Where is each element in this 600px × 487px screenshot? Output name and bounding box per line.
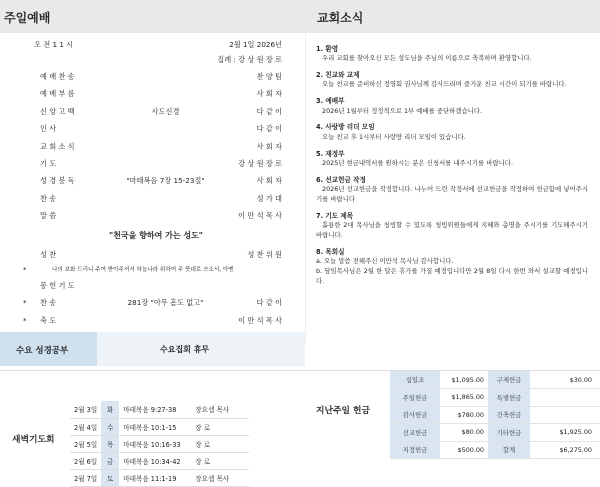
row-name: 찬 송 (40, 298, 57, 308)
service-row (20, 85, 292, 102)
offering-amount: $1,095.00 (440, 371, 488, 389)
news-item-body: 오늘 친교를 준비하신 정영회 권사님께 감사드리며 즐거운 친교 시간이 되기를 바랍니다. (322, 80, 567, 89)
news-item-title: 1. 환영 (316, 45, 339, 53)
row-name: 찬 송 (40, 193, 57, 203)
offering-amount: $500.00 (440, 441, 488, 459)
row-name: 성 찬 (40, 249, 57, 259)
service-time: 오 전 1 1 시 (34, 40, 74, 49)
news-item (316, 70, 588, 90)
news-item (316, 96, 588, 116)
news-item-body: 2026년 1월부터 정정적으로 1부 예배를 중단하겠습니다. (322, 106, 483, 115)
news-item-body: 오늘 친교 후 1시부터 사랑방 리더 모임이 있습니다. (322, 132, 466, 141)
row-detail: 사도신경 (151, 106, 180, 116)
dawn-date: 2월 5일 (70, 435, 101, 452)
dawn-passage: 마태복음 10:1-15 (119, 418, 191, 435)
offering-amount: $1,925.00 (530, 424, 600, 442)
offering-category: 건축헌금 (488, 406, 530, 424)
bible-study-status: 수요집회 휴무 (160, 345, 210, 354)
service-row (20, 68, 292, 85)
row-person: 다 같 이 (256, 106, 282, 116)
news-item-title: 7. 기도 제목 (316, 211, 354, 220)
row-person: 다 같 이 (256, 124, 282, 134)
dawn-row (70, 435, 249, 452)
dawn-leader: 장 로 (191, 418, 249, 435)
dawn-leader: 장 로 (191, 452, 249, 469)
dawn-leader: 장 로 (191, 435, 249, 452)
news-item-line: b. 담임목사님은 2월 한 달은 휴가를 가질 예정입니다만 2월 8일 다시 한번 와서 설교할 예정입니다. (316, 266, 588, 285)
service-row (20, 207, 292, 224)
offering-amount (530, 389, 600, 407)
row-name: 예 배 찬 송 (40, 72, 75, 81)
dawn-row (70, 469, 249, 486)
news-title: 교회소식 (317, 11, 364, 25)
dawn-day: 금 (101, 452, 119, 469)
row-person: 사 회 자 (256, 176, 282, 186)
row-detail: 281장 "아무 흠도 없고" (127, 298, 204, 308)
service-row (20, 312, 292, 329)
dawn-row (70, 452, 249, 469)
news-item (316, 211, 588, 241)
news-item (316, 122, 588, 142)
service-row (20, 277, 292, 294)
offering-hymn-note (20, 263, 292, 277)
news-item-title: 4. 사랑방 리더 모임 (316, 123, 375, 132)
offering-row (390, 406, 600, 424)
row-person: 사 회 자 (256, 89, 282, 99)
row-name: 말 씀 (40, 211, 57, 221)
service-row (20, 155, 292, 172)
news-item (316, 175, 588, 205)
row-bullet: * (23, 298, 27, 308)
news-item (316, 44, 588, 64)
dawn-row (70, 401, 249, 418)
news-item-title: 6. 선교헌금 작정 (316, 175, 366, 184)
row-person: 성 가 대 (256, 193, 282, 203)
dawn-leader: 장요셉 목사 (191, 401, 249, 418)
service-row (20, 190, 292, 207)
dawn-prayer-title: 새벽기도회 (12, 435, 55, 445)
service-date: 2월 1일 2026년 (229, 40, 282, 49)
dawn-day: 토 (101, 469, 119, 486)
row-person: 이 만 석 목 사 (238, 315, 282, 325)
dawn-row (70, 418, 249, 435)
column-divider (305, 33, 306, 343)
offering-row (390, 371, 600, 389)
dawn-date: 2월 4일 (70, 418, 101, 435)
offering-category: 주일헌금 (390, 389, 440, 407)
dawn-date: 2월 6일 (70, 452, 101, 469)
worship-header (0, 0, 305, 33)
offering-amount: $80.00 (440, 424, 488, 442)
news-item-title: 2. 친교와 교제 (316, 71, 360, 80)
news-item-title: 5. 재정부 (316, 149, 345, 158)
offering-title: 지난주일 헌금 (316, 406, 371, 416)
bible-study-label: 수요 성경공부 (16, 346, 69, 356)
service-row (20, 172, 292, 189)
dawn-day: 수 (101, 418, 119, 435)
news-item-body: 흩룡한 2대 목사님을 청빙할 수 있도록 청빙위원들에게 지혜와 총명을 주시기를 기도해주시기 바랍니다. (316, 220, 588, 239)
row-name: 기 도 (40, 158, 57, 168)
service-time-line (20, 40, 292, 52)
offering-category: 구제헌금 (488, 371, 530, 389)
service-row (20, 138, 292, 155)
offering-amount: $780.00 (440, 406, 488, 424)
offering-category: 지정헌금 (390, 441, 440, 459)
offering-amount: $1,865.00 (440, 389, 488, 407)
row-person: 이 만 석 목 사 (238, 211, 282, 221)
row-name: 교 회 소 식 (40, 141, 75, 151)
dawn-passage: 마태복음 11:1-19 (119, 469, 191, 486)
row-person: 성 찬 위 원 (247, 249, 282, 259)
row-name: 성 경 봉 독 (40, 176, 75, 186)
dawn-day: 목 (101, 435, 119, 452)
row-name: 예 배 부 름 (40, 89, 75, 99)
offering-amount: $30.00 (530, 371, 600, 389)
service-row (20, 103, 292, 120)
offering-category: 특별헌금 (488, 389, 530, 407)
news-item-title: 8. 목회실 (316, 247, 345, 256)
service-officer: 집례 : 강 상 원 장 로 (217, 55, 282, 64)
order-of-service (20, 40, 292, 329)
service-row (20, 294, 292, 311)
offering-table (390, 371, 600, 459)
row-name: 봉 헌 기 도 (40, 280, 75, 290)
dawn-prayer-table (70, 401, 249, 487)
note-text: 나의 보화 드리니 주여 받아주셔서 하늘나라 위하여 주 뜻대로 쓰소서, 아멘 (52, 266, 234, 273)
dawn-passage: 마태복음 10:16-33 (119, 435, 191, 452)
row-name: 축 도 (40, 315, 57, 325)
news-item (316, 247, 588, 287)
offering-category: 합계 (488, 441, 530, 459)
dawn-passage: 마태복음 9:27-38 (119, 401, 191, 418)
dawn-date: 2월 3일 (70, 401, 101, 418)
offering-row (390, 441, 600, 459)
dawn-day: 화 (101, 401, 119, 418)
sermon-title: "천국을 향하여 가는 성도" (109, 230, 203, 240)
offering-row (390, 424, 600, 442)
bible-study-tab (0, 332, 97, 366)
worship-title: 주일예배 (4, 11, 51, 25)
news-item-body: 2026년 선교헌금을 작정합니다. 나누어 드린 작정서에 선교헌금을 작정하여 헌금함에 넣어주시기를 바랍니다 (316, 184, 588, 203)
offering-category: 기타헌금 (488, 424, 530, 442)
note-bullet: * (23, 265, 27, 274)
row-person: 찬 양 팀 (256, 72, 282, 81)
row-person: 다 같 이 (256, 298, 282, 308)
row-name: 인 사 (40, 124, 57, 134)
dawn-passage: 마태복음 10:34-42 (119, 452, 191, 469)
row-person: 강 상 원 장 로 (238, 158, 282, 168)
service-row (20, 246, 292, 263)
dawn-leader: 장요셉 목사 (191, 469, 249, 486)
news-item-line: a. 오늘 말씀 전해주신 이만석 목사님 감사합니다. (316, 257, 454, 266)
dawn-date: 2월 7일 (70, 469, 101, 486)
row-detail: "마태복음 7장 15-23절" (126, 176, 205, 186)
service-row (20, 120, 292, 137)
offering-category: 감사헌금 (390, 406, 440, 424)
offering-category: 선교헌금 (390, 424, 440, 442)
offering-category: 십일조 (390, 371, 440, 389)
row-name: 신 앙 고 백 (40, 106, 75, 116)
row-bullet: * (23, 315, 27, 325)
news-item-body: 우리 교회를 찾아오신 모든 성도님을 주님의 이름으로 축복하며 환영합니다. (322, 54, 532, 63)
news-item-body: 2025년 현금내역서를 원하시는 분은 신청서를 내주시기를 바랍니다. (322, 158, 513, 167)
news-header (305, 0, 600, 33)
offering-amount (530, 406, 600, 424)
news-item (316, 149, 588, 169)
bible-study-bar (0, 332, 305, 366)
offering-row (390, 389, 600, 407)
offering-amount: $6,275.00 (530, 441, 600, 459)
row-person: 사 회 자 (256, 141, 282, 151)
news-item-title: 3. 예배부 (316, 97, 345, 106)
church-news (316, 44, 588, 293)
